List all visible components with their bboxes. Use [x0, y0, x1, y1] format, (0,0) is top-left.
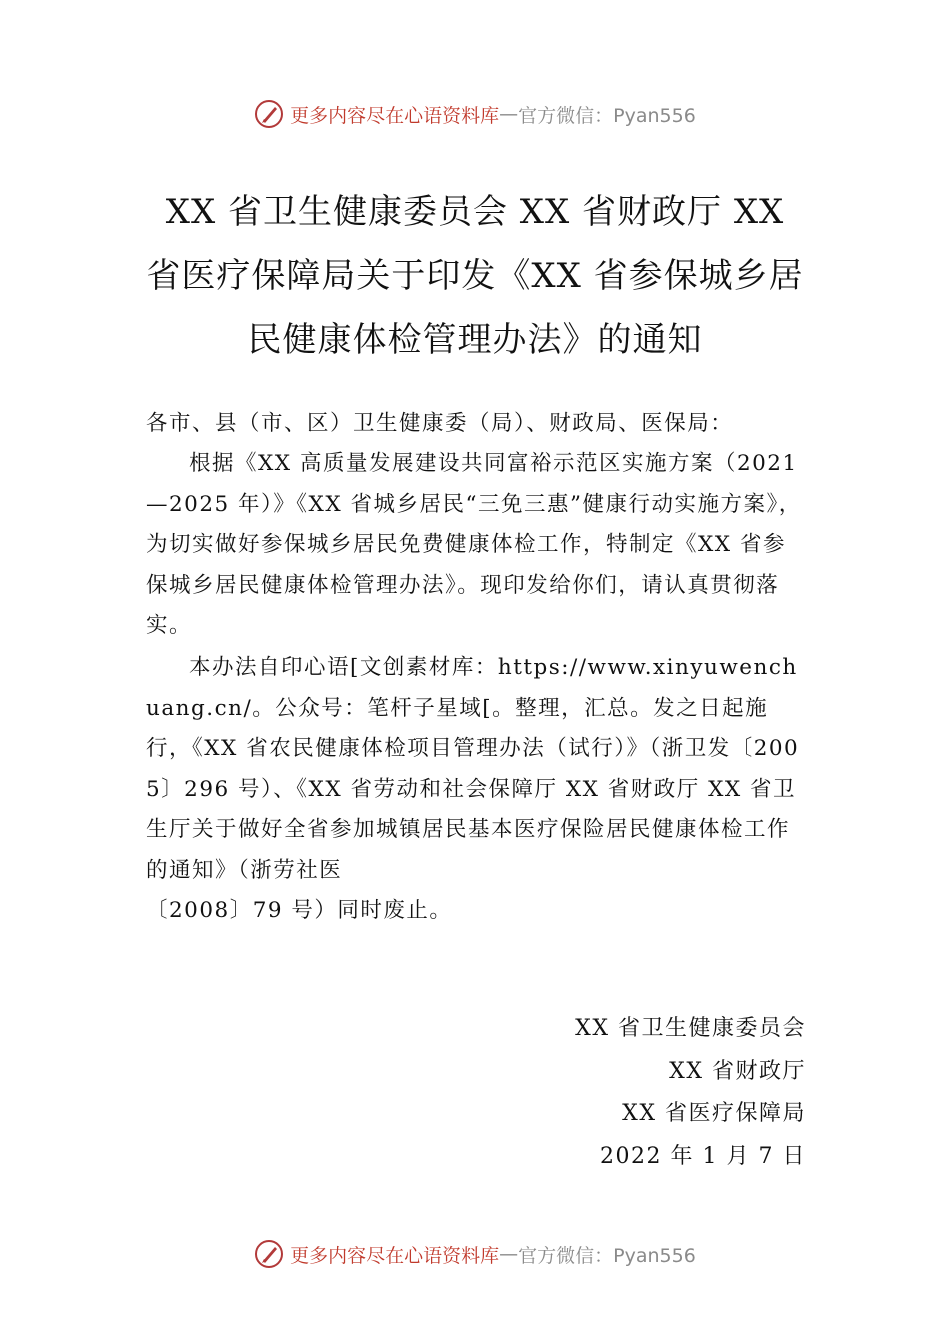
paragraph-1: [146, 444, 806, 647]
watermark-wechat-text: 官方微信：Pyan556: [518, 1244, 696, 1267]
signature-date: 2022 年 1 月 7 日: [600, 1143, 806, 1169]
watermark-separator: —: [499, 1243, 519, 1265]
watermark-lead-text: 更多内容尽在心语资料库: [290, 1244, 500, 1267]
title-line-3: 民健康体检管理办法》的通知: [247, 320, 703, 360]
salutation-text: 各市、县（市、区）卫生健康委（局）、财政局、医保局：: [146, 411, 734, 436]
title-line-2: 省医疗保障局关于印发《XX 省参保城乡居: [146, 256, 804, 296]
paragraph-2: [146, 648, 806, 932]
paragraph-1-text: 根据《XX 高质量发展建设共同富裕示范区实施方案（2021—2025 年）》《XX 省城乡居民“三免三惠”健康行动实施方案》，为切实做好参保城乡居民免费健康体检工作，特制定《XX 省参保城乡居民健康体检管理办法》。现印发给你们，请认真贯彻落实。: [146, 451, 802, 638]
quill-pen-logo-icon: [254, 1239, 284, 1269]
signature-block: [575, 1008, 806, 1178]
watermark-lead-text: 更多内容尽在心语资料库: [290, 104, 500, 127]
salutation: [146, 404, 806, 445]
watermark-top: [0, 96, 950, 132]
signature-org-1: XX 省卫生健康委员会: [575, 1016, 806, 1041]
watermark-bottom: [0, 1236, 950, 1272]
watermark-wechat-text: 官方微信：Pyan556: [518, 104, 696, 127]
paragraph-2-text: 本办法自印心语[文创素材库：https://www.xinyuwenchuang.cn/。公众号：笔杆子星域[。整理，汇总。发之日起施行，《XX 省农民健康体检项目管理办法（试行）》（浙卫发〔2005〕296 号）、《XX 省劳动和社会保障厅 XX 省财政厅 XX 省卫生厅关于做好全省参加城镇居民基本医疗保险居民健康体检工作的通知》（浙劳社医: [146, 655, 800, 883]
paragraph-2-tail: 〔2008〕79 号）同时废止。: [146, 898, 453, 923]
title-line-1: XX 省卫生健康委员会 XX 省财政厅 XX: [165, 192, 785, 232]
watermark-separator: —: [499, 103, 519, 125]
quill-pen-logo-icon: [254, 99, 284, 129]
signature-org-2: XX 省财政厅: [669, 1058, 806, 1084]
document-title: [140, 180, 810, 372]
signature-org-3: XX 省医疗保障局: [622, 1101, 806, 1126]
